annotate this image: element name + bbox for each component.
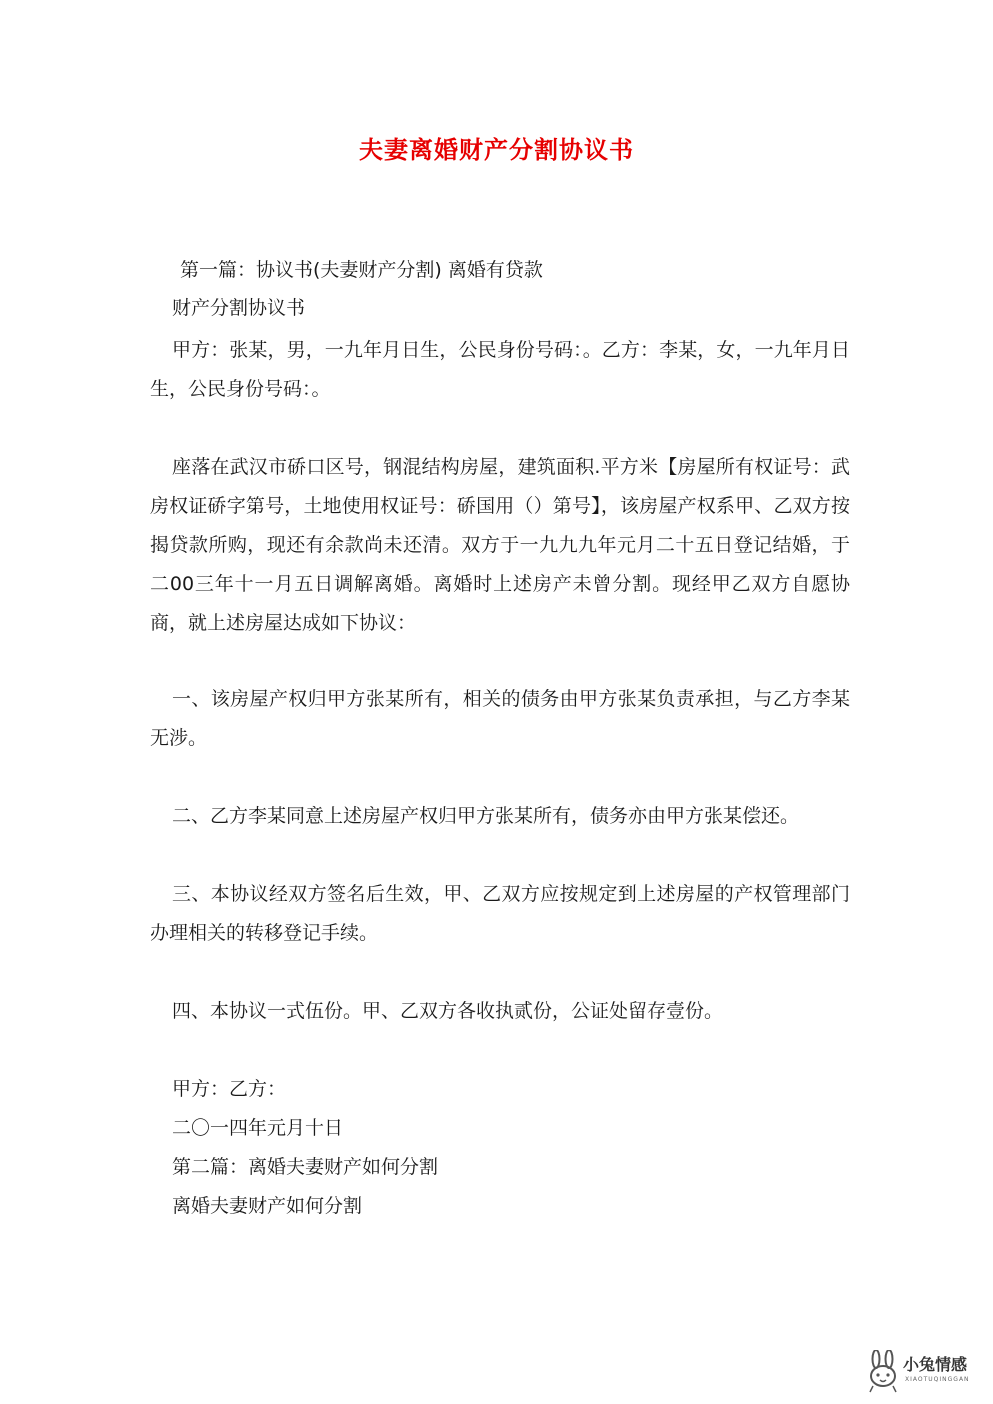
watermark-text: 小兔情感 [903, 1355, 968, 1374]
agreement-date: 二〇一四年元月十日 [172, 1117, 344, 1139]
watermark-logo [865, 1346, 983, 1396]
clause-3: 三、本协议经双方签名后生效，甲、乙双方应按规定到上述房屋的产权管理部门办理相关的转移登记手续。 [150, 883, 850, 944]
watermark-subtext: XIAOTUQINGGAN [905, 1376, 970, 1383]
rabbit-icon [865, 1350, 901, 1394]
background-paragraph: 座落在武汉市硚口区号，钢混结构房屋，建筑面积.平方米【房屋所有权证号：武房权证硚字第号，土地使用权证号：硚国用（）第号】，该房屋产权系甲、乙双方按揭贷款所购，现还有余款尚未还清。双方于一九九九年元月二十五日登记结婚，于二00三年十一月五日调解离婚。离婚时上述房产未曾分割。现经甲乙双方自愿协商，就上述房屋达成如下协议： [150, 456, 850, 634]
subtitle: 财产分割协议书 [172, 297, 306, 319]
part2-heading: 第二篇：离婚夫妻财产如何分割 [172, 1156, 439, 1178]
clause-4: 四、本协议一式伍份。甲、乙双方各收执贰份，公证处留存壹份。 [172, 1000, 724, 1022]
clause-1: 一、该房屋产权归甲方张某所有，相关的债务由甲方张某负责承担，与乙方李某无涉。 [150, 688, 850, 749]
part2-subtitle: 离婚夫妻财产如何分割 [172, 1195, 363, 1217]
parties-paragraph: 甲方：张某，男，一九年月日生，公民身份号码：。乙方：李某，女，一九年月日生，公民身份号码：。 [150, 339, 850, 400]
document-title: 夫妻离婚财产分割协议书 [359, 136, 634, 164]
clause-2: 二、乙方李某同意上述房屋产权归甲方张某所有，债务亦由甲方张某偿还。 [172, 805, 800, 827]
part1-heading: 第一篇：协议书(夫妻财产分割) 离婚有贷款 [180, 259, 543, 281]
signature-line: 甲方：乙方： [172, 1078, 287, 1100]
